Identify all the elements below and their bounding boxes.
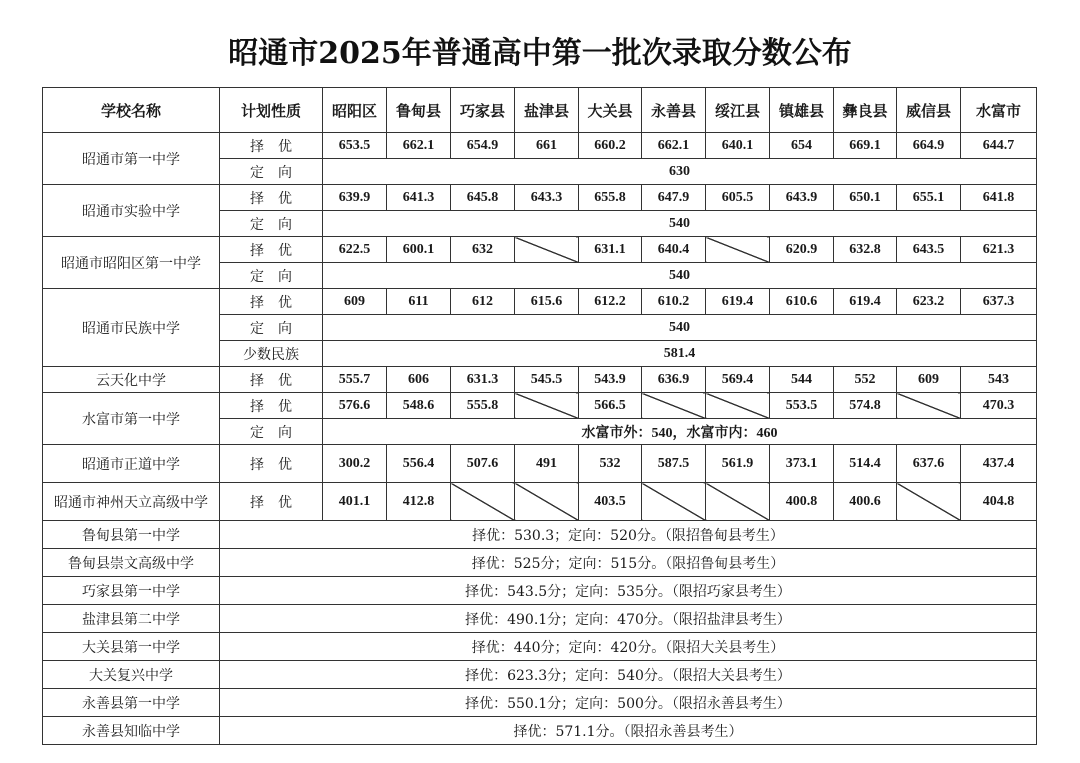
score-note: 择优：525分；定向：515分。（限招鲁甸县考生） — [220, 549, 1037, 577]
score-cell: 623.2 — [897, 289, 961, 315]
score-cell: 609 — [323, 289, 387, 315]
plan-type-directed: 定 向 — [220, 263, 323, 289]
score-cell: 621.3 — [961, 237, 1037, 263]
main-table-body — [43, 133, 1037, 521]
school-name: 昭通市神州天立高级中学 — [43, 483, 220, 521]
header-region: 昭阳区 — [323, 88, 387, 133]
school-name: 昭通市昭阳区第一中学 — [43, 237, 220, 289]
school-name: 巧家县第一中学 — [43, 577, 220, 605]
school-name: 永善县第一中学 — [43, 689, 220, 717]
header-plan: 计划性质 — [220, 88, 323, 133]
score-cell: 611 — [387, 289, 451, 315]
score-cell: 632.8 — [834, 237, 897, 263]
score-cell: 653.5 — [323, 133, 387, 159]
empty-cell-slash — [642, 393, 706, 419]
table-row — [43, 633, 1037, 661]
directed-score: 630 — [323, 159, 1037, 185]
header-region: 鲁甸县 — [387, 88, 451, 133]
score-cell: 636.9 — [642, 367, 706, 393]
score-cell: 507.6 — [451, 445, 515, 483]
score-cell: 619.4 — [834, 289, 897, 315]
table-row — [43, 661, 1037, 689]
score-cell: 639.9 — [323, 185, 387, 211]
score-cell: 647.9 — [642, 185, 706, 211]
score-cell: 643.9 — [770, 185, 834, 211]
plan-type-directed: 定 向 — [220, 159, 323, 185]
score-cell: 437.4 — [961, 445, 1037, 483]
score-cell: 412.8 — [387, 483, 451, 521]
score-cell: 561.9 — [706, 445, 770, 483]
score-cell: 548.6 — [387, 393, 451, 419]
empty-cell-slash — [897, 483, 961, 521]
score-cell: 609 — [897, 367, 961, 393]
score-note: 择优：440分；定向：420分。（限招大关县考生） — [220, 633, 1037, 661]
score-cell: 669.1 — [834, 133, 897, 159]
header-region: 大关县 — [579, 88, 642, 133]
score-cell: 574.8 — [834, 393, 897, 419]
directed-score: 540 — [323, 211, 1037, 237]
score-note: 择优：490.1分；定向：470分。（限招盐津县考生） — [220, 605, 1037, 633]
school-name: 鲁甸县第一中学 — [43, 521, 220, 549]
school-name: 大关县第一中学 — [43, 633, 220, 661]
score-cell: 400.6 — [834, 483, 897, 521]
score-cell: 640.1 — [706, 133, 770, 159]
score-cell: 622.5 — [323, 237, 387, 263]
plan-type-select: 择 优 — [220, 133, 323, 159]
table-row — [43, 605, 1037, 633]
score-cell: 615.6 — [515, 289, 579, 315]
score-cell: 643.3 — [515, 185, 579, 211]
table-row — [43, 521, 1037, 549]
header-row — [43, 88, 1037, 133]
score-cell: 556.4 — [387, 445, 451, 483]
table-row — [43, 577, 1037, 605]
score-cell: 606 — [387, 367, 451, 393]
score-cell: 587.5 — [642, 445, 706, 483]
school-name: 昭通市民族中学 — [43, 289, 220, 367]
score-cell: 643.5 — [897, 237, 961, 263]
score-cell: 664.9 — [897, 133, 961, 159]
school-name: 盐津县第二中学 — [43, 605, 220, 633]
score-cell: 641.8 — [961, 185, 1037, 211]
header-region: 巧家县 — [451, 88, 515, 133]
score-cell: 631.1 — [579, 237, 642, 263]
school-name: 昭通市正道中学 — [43, 445, 220, 483]
score-cell: 470.3 — [961, 393, 1037, 419]
score-note: 择优：543.5分；定向：535分。（限招巧家县考生） — [220, 577, 1037, 605]
score-cell: 637.3 — [961, 289, 1037, 315]
empty-cell-slash — [515, 237, 579, 263]
header-region: 水富市 — [961, 88, 1037, 133]
table-row — [43, 717, 1037, 745]
score-cell: 641.3 — [387, 185, 451, 211]
table-row — [43, 393, 1037, 419]
header-region: 盐津县 — [515, 88, 579, 133]
plan-type-select: 择 优 — [220, 367, 323, 393]
score-cell: 552 — [834, 367, 897, 393]
empty-cell-slash — [515, 393, 579, 419]
score-cell: 620.9 — [770, 237, 834, 263]
score-cell: 576.6 — [323, 393, 387, 419]
score-cell: 566.5 — [579, 393, 642, 419]
table-row — [43, 445, 1037, 483]
plan-type-minority: 少数民族 — [220, 341, 323, 367]
table-row — [43, 689, 1037, 717]
score-cell: 555.7 — [323, 367, 387, 393]
score-cell: 612 — [451, 289, 515, 315]
score-cell: 645.8 — [451, 185, 515, 211]
score-note: 择优：623.3分；定向：540分。（限招大关县考生） — [220, 661, 1037, 689]
score-cell: 631.3 — [451, 367, 515, 393]
score-cell: 610.6 — [770, 289, 834, 315]
school-name: 大关复兴中学 — [43, 661, 220, 689]
score-note: 择优：550.1分；定向：500分。（限招永善县考生） — [220, 689, 1037, 717]
score-cell: 654 — [770, 133, 834, 159]
score-cell: 619.4 — [706, 289, 770, 315]
score-cell: 545.5 — [515, 367, 579, 393]
school-name: 水富市第一中学 — [43, 393, 220, 445]
county-table-body — [43, 521, 1037, 745]
empty-cell-slash — [642, 483, 706, 521]
page-title: 昭通市2025年普通高中第一批次录取分数公布 — [228, 36, 852, 71]
admission-scores-table — [42, 87, 1037, 745]
score-cell: 491 — [515, 445, 579, 483]
empty-cell-slash — [897, 393, 961, 419]
score-cell: 650.1 — [834, 185, 897, 211]
school-name: 昭通市第一中学 — [43, 133, 220, 185]
school-name: 云天化中学 — [43, 367, 220, 393]
score-cell: 532 — [579, 445, 642, 483]
score-cell: 605.5 — [706, 185, 770, 211]
score-note: 择优：571.1分。（限招永善县考生） — [220, 717, 1037, 745]
score-cell: 553.5 — [770, 393, 834, 419]
score-cell: 300.2 — [323, 445, 387, 483]
header-region: 绥江县 — [706, 88, 770, 133]
empty-cell-slash — [706, 237, 770, 263]
score-cell: 544 — [770, 367, 834, 393]
plan-type-select: 择 优 — [220, 483, 323, 521]
empty-cell-slash — [706, 393, 770, 419]
empty-cell-slash — [515, 483, 579, 521]
score-cell: 637.6 — [897, 445, 961, 483]
score-cell: 555.8 — [451, 393, 515, 419]
school-name: 鲁甸县崇文高级中学 — [43, 549, 220, 577]
table-row — [43, 549, 1037, 577]
plan-type-select: 择 优 — [220, 237, 323, 263]
header-region: 永善县 — [642, 88, 706, 133]
score-cell: 655.8 — [579, 185, 642, 211]
score-cell: 400.8 — [770, 483, 834, 521]
score-cell: 404.8 — [961, 483, 1037, 521]
school-name: 永善县知临中学 — [43, 717, 220, 745]
score-cell: 373.1 — [770, 445, 834, 483]
score-cell: 661 — [515, 133, 579, 159]
plan-type-select: 择 优 — [220, 185, 323, 211]
score-cell: 612.2 — [579, 289, 642, 315]
score-cell: 569.4 — [706, 367, 770, 393]
directed-score: 水富市外：540，水富市内：460 — [323, 419, 1037, 445]
table-row — [43, 133, 1037, 159]
table-row — [43, 367, 1037, 393]
header-region: 威信县 — [897, 88, 961, 133]
directed-score: 540 — [323, 315, 1037, 341]
empty-cell-slash — [706, 483, 770, 521]
table-row — [43, 483, 1037, 521]
plan-type-directed: 定 向 — [220, 315, 323, 341]
table-row — [43, 237, 1037, 263]
plan-type-directed: 定 向 — [220, 211, 323, 237]
score-cell: 654.9 — [451, 133, 515, 159]
table-row — [43, 289, 1037, 315]
score-cell: 543.9 — [579, 367, 642, 393]
header-school: 学校名称 — [43, 88, 220, 133]
score-cell: 662.1 — [642, 133, 706, 159]
header-region: 镇雄县 — [770, 88, 834, 133]
header-region: 彝良县 — [834, 88, 897, 133]
score-cell: 543 — [961, 367, 1037, 393]
empty-cell-slash — [451, 483, 515, 521]
score-cell: 401.1 — [323, 483, 387, 521]
score-cell: 662.1 — [387, 133, 451, 159]
plan-type-directed: 定 向 — [220, 419, 323, 445]
score-cell: 610.2 — [642, 289, 706, 315]
score-cell: 514.4 — [834, 445, 897, 483]
score-cell: 640.4 — [642, 237, 706, 263]
score-cell: 644.7 — [961, 133, 1037, 159]
plan-type-select: 择 优 — [220, 445, 323, 483]
school-name: 昭通市实验中学 — [43, 185, 220, 237]
plan-type-select: 择 优 — [220, 289, 323, 315]
score-cell: 600.1 — [387, 237, 451, 263]
directed-score: 540 — [323, 263, 1037, 289]
plan-type-select: 择 优 — [220, 393, 323, 419]
score-cell: 632 — [451, 237, 515, 263]
score-cell: 655.1 — [897, 185, 961, 211]
score-cell: 403.5 — [579, 483, 642, 521]
minority-score: 581.4 — [323, 341, 1037, 367]
score-note: 择优：530.3；定向：520分。（限招鲁甸县考生） — [220, 521, 1037, 549]
table-row — [43, 185, 1037, 211]
score-cell: 660.2 — [579, 133, 642, 159]
